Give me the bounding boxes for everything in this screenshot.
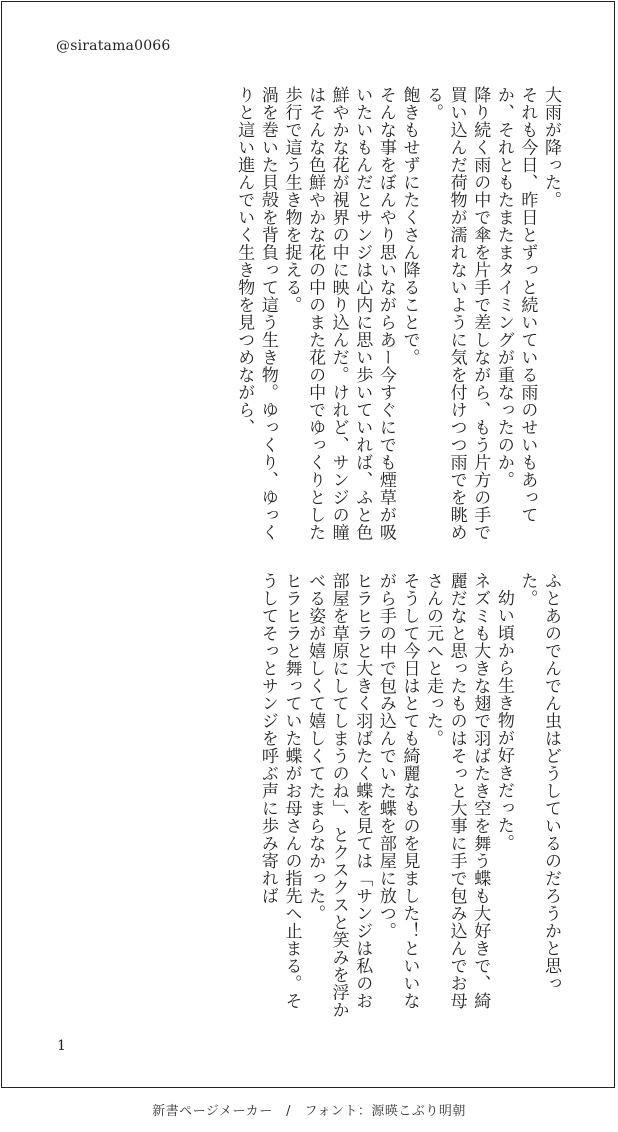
paragraph: それも今日、昨日とずっと続いている雨のせいもあってか、それともたまたまタイミングが重なったのか。	[493, 86, 538, 524]
paragraph: そうして今日はとても綺麗なものを見ました！といいながら手の中で包み込んでいた蝶を部屋に放つ。	[375, 572, 420, 1010]
paragraph: ヒラヒラと舞っていた蝶がお母さんの指先へ止まる。そうしてそっとサンジを呼ぶ声に歩み寄れば	[257, 572, 302, 1010]
footer-credit: 新書ページメーカー / フォント：源暎こぶり明朝	[152, 1104, 466, 1119]
paragraph: 幼い頃から生き物が好きだった。	[493, 589, 514, 852]
author-handle: @siratama0066	[56, 38, 171, 54]
page-number: 1	[57, 1038, 66, 1054]
paragraph: ふとあのでんでん虫はどうしているのだろうかと思った。	[517, 572, 561, 992]
paragraph: 降り続く雨の中で傘を片手で差しながら、もう片方の手で買い込んだ荷物が濡れないように気を付けつつ雨でを眺める。	[423, 86, 491, 541]
paragraph: 飽きもせずにたくさん降ることで。	[399, 86, 420, 366]
paragraph: 渦を巻いた貝殻を背負って這う生き物。ゆっくり、ゆっくりと這い進んでいく生き物を見つめながら、	[234, 86, 278, 541]
novel-page	[1, 1, 615, 1088]
paragraph: そんな事をぼんやり思いながらあー今すぐにでも煙草が吸いたいもんだとサンジは心内に思い歩いていれば、ふと色鮮やかな花が視界の中に映り込んだ。けれど、サンジの瞳はそんな色鮮やかな花の中のまた花の中でゆっくりとした歩行で這う生き物を捉える。	[281, 86, 396, 541]
text-block-top	[54, 86, 562, 546]
paragraph: ネズミも大きな翅で羽ばたき空を舞う蝶も大好きで、綺麗だなと思ったものはそっと大事に手で包み込んでお母さんの元へと走った。	[423, 572, 491, 1010]
paragraph: 大雨が降った。	[541, 86, 561, 209]
paragraph: ヒラヒラと大きく羽ばたく蝶を見ては「サンジは私のお部屋を草原にしてしまうのね」、とクスクスと笑みを浮かべる姿が嬉しくて嬉しくてたまらなかった。	[305, 572, 373, 1019]
text-block-bottom	[54, 572, 562, 1020]
